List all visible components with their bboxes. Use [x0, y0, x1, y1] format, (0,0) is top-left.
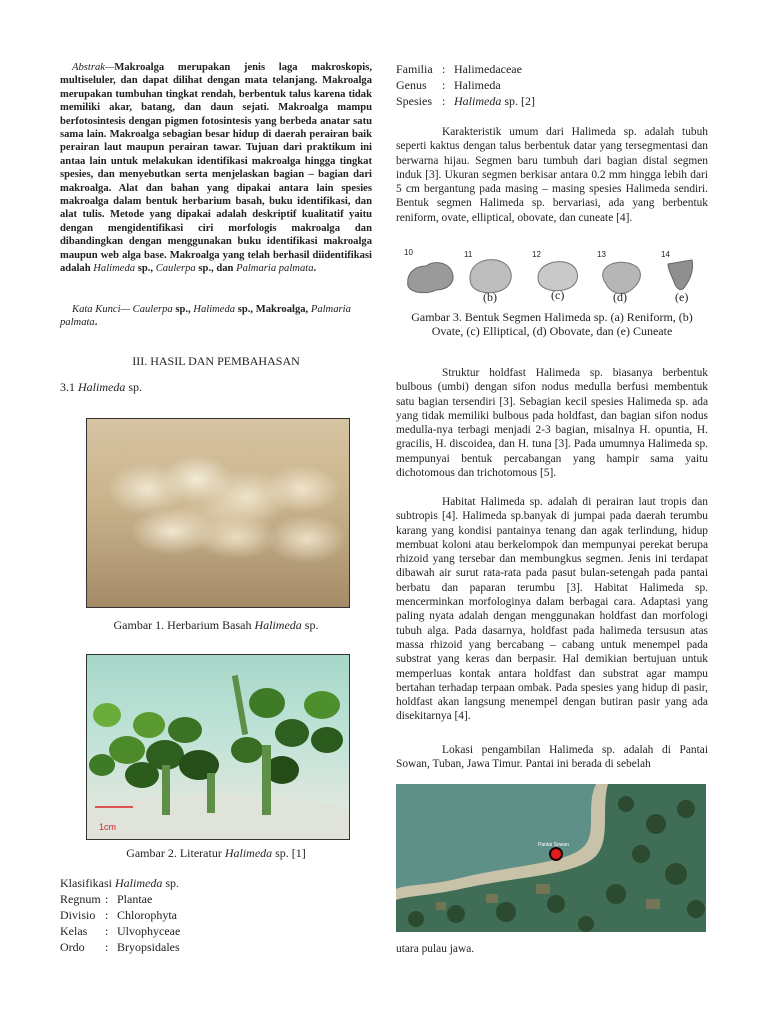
- abstract-and: dan: [216, 263, 234, 275]
- taxon-value: Plantae: [117, 892, 153, 906]
- classification-title-genus: Halimeda: [115, 876, 163, 890]
- map-image: [396, 784, 706, 932]
- abstract-species-palmaria: Palmaria palmata: [236, 263, 314, 275]
- keyword-halimeda: Halimeda: [193, 304, 236, 315]
- keyword-caulerpa: Caulerpa: [132, 304, 173, 315]
- paragraph-location-text: Lokasi pengambilan Halimeda sp. adalah di Pantai Sowan, Tuban, Jawa Timur. Pantai ini berada di sebelah: [396, 744, 708, 771]
- keywords: [60, 303, 372, 330]
- segment-number: 11: [464, 250, 473, 259]
- fig1-caption-genus: Halimeda: [254, 618, 302, 632]
- keywords-label: Kata Kunci—: [72, 304, 130, 315]
- abstract-species-halimeda: Halimeda: [93, 263, 136, 275]
- scale-bar-label: 1cm: [99, 822, 117, 832]
- segment-number: 12: [532, 250, 541, 259]
- map-location-label: Pantai Sowan: [538, 842, 569, 848]
- subsection-number: 3.1: [60, 380, 75, 394]
- taxon-rank: Kelas: [60, 924, 88, 938]
- paragraph-characteristics-text: Karakteristik umum dari Halimeda sp. adalah tubuh seperti kaktus dengan talus berbentuk datar yang tersegmentasi dan berwarna hijau. Segmen baru tumbuh dari bagian distal segmen induk [3]. Ukuran segmen berkisar antara 0.2 mm hingga lebih dari 5 cm bergantung pada masing – masing spesies Halimeda sendiri. Bentuk segmen Halimeda sp. bervariasi, ada yang berbentuk reniform, ovate, elliptical, obovate, dan cuneate [4].: [396, 126, 708, 224]
- taxon-rank: Spesies: [396, 94, 432, 108]
- figure-2-caption: [60, 846, 372, 861]
- classification-title-sp: sp.: [165, 876, 179, 890]
- paragraph-habitat: [396, 495, 708, 724]
- abstract-sp2: sp.,: [198, 263, 214, 275]
- taxon-value: Halimedaceae: [454, 62, 522, 76]
- satellite-map: [396, 784, 706, 932]
- keyword-makroalga: Makroalga,: [255, 304, 309, 315]
- taxon-row: Regnum : Plantae: [60, 892, 153, 906]
- classification-title-text: Klasifikasi: [60, 876, 112, 890]
- paragraph-characteristics: [396, 125, 708, 225]
- segment-label-d: (d): [613, 290, 627, 304]
- segment-label-e: (e): [675, 290, 689, 304]
- classification-title: [60, 875, 180, 891]
- taxon-row: Kelas : Ulvophyceae: [60, 924, 181, 938]
- taxon-value: Halimeda: [454, 78, 501, 92]
- fig2-caption-text: Gambar 2. Literatur: [126, 846, 222, 860]
- taxon-value: Chlorophyta: [117, 908, 177, 922]
- taxon-row: Divisio : Chlorophyta: [60, 908, 177, 922]
- halimeda-literature-photo: [86, 654, 350, 840]
- abstract-label: Abstrak—: [72, 62, 115, 73]
- taxon-row: Spesies : Halimeda sp. [2]: [396, 94, 535, 108]
- abstract-sp: sp.,: [137, 263, 154, 275]
- segment-label-c: (c): [551, 288, 565, 302]
- figure-1-caption: [60, 618, 372, 633]
- taxon-row: Familia : Halimedaceae: [396, 62, 522, 76]
- taxon-rank: Ordo: [60, 940, 85, 954]
- fig1-caption-sp: sp.: [304, 618, 319, 632]
- abstract: [60, 61, 372, 276]
- taxon-row: Genus : Halimeda: [396, 78, 501, 92]
- section-title: III. HASIL DAN PEMBAHASAN: [132, 354, 300, 368]
- keyword-sp2: sp.,: [237, 304, 254, 315]
- herbarium-photo: [86, 418, 350, 608]
- keyword-end: .: [94, 317, 98, 329]
- paragraph-location-end: utara pulau jawa.: [396, 943, 475, 955]
- taxon-value: Halimeda: [454, 94, 502, 108]
- subsection-name: Halimeda: [78, 380, 126, 394]
- taxon-rank: Genus: [396, 78, 427, 92]
- segment-number: 14: [661, 250, 670, 259]
- segment-number: 10: [404, 248, 413, 257]
- keyword-palmaria: Palmaria palmata: [60, 304, 351, 329]
- figure-3-caption: Gambar 3. Bentuk Segmen Halimeda sp. (a) Reniform, (b) Ovate, (c) Elliptical, (d) Obovate, dan (e) Cuneate: [411, 310, 693, 338]
- fig2-caption-sp: sp. [1]: [275, 846, 306, 860]
- subsection-sp: sp.: [128, 380, 142, 394]
- taxon-value: Ulvophyceae: [117, 924, 181, 938]
- abstract-end: .: [313, 263, 317, 275]
- paragraph-holdfast: [396, 366, 708, 480]
- fig1-caption-text: Gambar 1. Herbarium Basah: [113, 618, 252, 632]
- paragraph-habitat-text: Habitat Halimeda sp. adalah di perairan laut tropis dan subtropis [4]. Halimeda sp.banyak di jumpai pada daerah terumbu karang yang kondisi pantainya tenang dan agak terlindung, hidup membuat koloni atau berkelompok dan mempunyai perekat berupa rhizoid yang tersebar dan membungkus segmen. Jenis ini terdapat dibawah air surut rata-rata pada pasut bulan-setengah pada pantai berbatu dan paparan terumbu [3]. Habitat Halimeda sp. mencerminkan morfologinya dalam berbagai cara. Adaptasi yang paling nyata adalah dengan menggunakan holdfast dan morfologi tubuh alga. Pada dasarnya, holdfast pada halimeda tersusun atas massa rhizoid yang bercabang – cabang untuk menempel pada substrat yang keras dan berpasir. Hal demikian bertujuan untuk memperluas kontak antara holdfast dan substrat agar mampu bertahan terhadap terpaan ombak. Pada spesies yang hidup di pasir, holdfast akan langsung menempel dengan butiran pasir yang ada disekitarnya [4].: [396, 496, 708, 723]
- taxon-row: Ordo : Bryopsidales: [60, 940, 180, 954]
- taxon-value-ref: sp. [2]: [504, 94, 535, 108]
- taxon-rank: Divisio: [60, 908, 96, 922]
- taxon-rank: Regnum: [60, 892, 101, 906]
- paragraph-location: [396, 743, 708, 772]
- keyword-sp1: sp.,: [175, 304, 191, 315]
- segment-label-b: (b): [483, 290, 497, 304]
- classification-right: [396, 61, 535, 109]
- fig2-caption-genus: Halimeda: [224, 846, 273, 860]
- taxon-value: Bryopsidales: [117, 940, 180, 954]
- taxon-rank: Familia: [396, 62, 433, 76]
- abstract-text: Makroalga merupakan jenis laga makroskopis, multiseluler, dan dapat dilihat dengan mata telanjang. Makroalga merupakan tumbuhan tingkat rendah, berbentuk talus karena tidak memiliki akar, batang, dan daun sejati. Makroalga mampu berfotosintesis dengan pigmen fotosintesis yang berbeda anatar satu sama lain. Makroalga sebagian besar hidup di daerah perairan baik perairan laut maupun perairan tawar. Tujuan dari praktikum ini antaa lain untuk melakukan identifikasi makroalga hingga tingkat spesies, dan menyebutkan serta menjelaskan bagian – bagian dari makroalga. Alat dan bahan yang dipakai antara lain spesies makroalga dalam bentuk herbarium basah, buku identifikasi, dan alat tulis. Metode yang dipakai adalah deskriptif kualitatif yaitu dengan mengidentifikasi ciri morfologis makroalga dan dibandingkan dengan menggunakan buku identifikasi makroalga maupun web alga base. Makroalga yang telah berhasil diidentifikasi adalah: [60, 62, 372, 275]
- abstract-species-caulerpa: Caulerpa: [155, 263, 196, 275]
- segment-shapes-figure: [400, 246, 708, 308]
- segment-number: 13: [597, 250, 606, 259]
- paragraph-holdfast-text: Struktur holdfast Halimeda sp. biasanya berbentuk bulbous (umbi) dengan sifon nodus medulla berfusi membentuk satu bagian tersendiri [3]. Sebagian kecil spesies Halimeda sp. ada yang tidak memiliki bulbous pada holdfast, dan bagian sifon nodus medulla-nya terbagi menjadi 2-3 bagian, misalnya H. opuntia, H. gracilis, H. discoidea, dan H. tuna [3]. Pada umumnya Halimeda sp. mempunyai bentuk percabangan yang hampir sama yaitu dichotomous dan trichotomous [5].: [396, 367, 708, 480]
- halimeda-illustration: [87, 655, 349, 839]
- classification-left: [60, 875, 180, 955]
- subsection-title: [60, 380, 142, 395]
